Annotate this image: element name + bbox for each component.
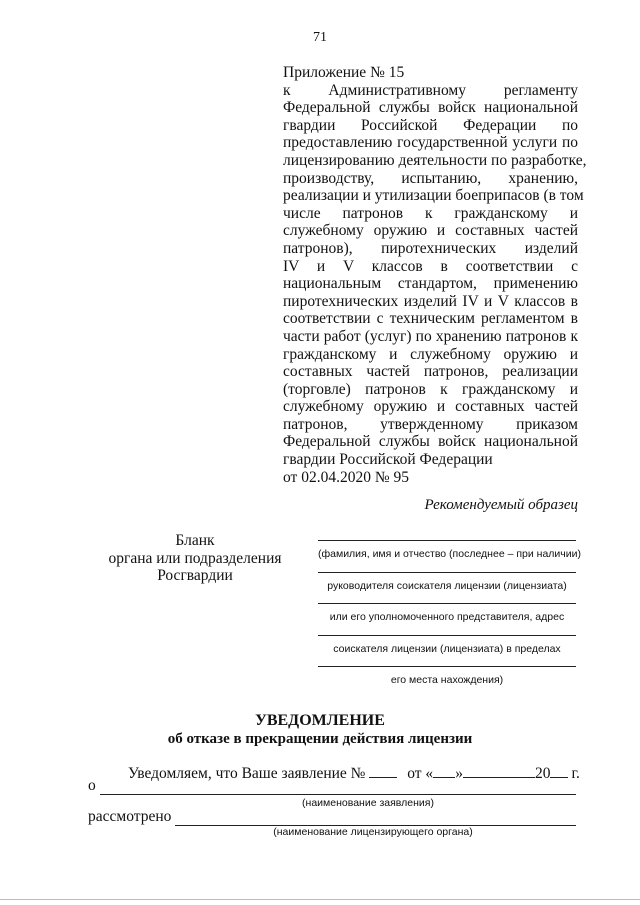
application-name-field[interactable] — [100, 782, 576, 795]
field-caption: (фамилия, имя и отчество (последнее – при наличии) — [318, 548, 581, 560]
field-caption: его места нахождения) — [390, 674, 504, 686]
statement-from: от « — [407, 765, 434, 782]
appendix-line: производству, испытанию, хранению, — [283, 169, 578, 187]
appendix-line: Федеральной службы войск национальной — [283, 433, 578, 451]
appendix-block — [283, 64, 587, 486]
recipient-field[interactable] — [318, 572, 576, 604]
recipient-fields — [318, 540, 581, 698]
page-edge — [0, 899, 640, 900]
letterhead-line: Росгвардии — [157, 567, 233, 584]
field-caption: руководителя соискателя лицензии (лицензиата) — [327, 579, 567, 592]
statement-close-quote: » — [455, 765, 463, 782]
letterhead-placeholder — [100, 532, 290, 585]
page-number: 71 — [313, 30, 327, 45]
letterhead-line: Бланк — [175, 532, 215, 549]
about-row — [88, 777, 576, 795]
reviewed-row — [88, 808, 576, 826]
appendix-line: (торговле) патронов к гражданскому и — [283, 380, 578, 398]
about-caption: (наименование заявления) — [302, 797, 434, 809]
field-caption: или его уполномоченного представителя, адрес — [329, 611, 565, 623]
about-label: о — [88, 777, 96, 794]
reviewed-caption: (наименование лицензирующего органа) — [273, 826, 473, 838]
recommended-sample-label: Рекомендуемый образец — [424, 497, 578, 513]
fill-line — [318, 572, 576, 573]
appendix-line: от 02.04.2020 № 95 — [283, 468, 409, 486]
recipient-field[interactable] — [318, 666, 576, 698]
reviewed-label: рассмотрено — [88, 808, 172, 825]
appendix-line: предоставлению государственной услуги по — [283, 134, 578, 152]
appendix-line: Федеральной службы войск национальной — [283, 99, 578, 117]
appendix-line: IV и V классов в соответствии с — [283, 257, 578, 275]
recipient-field[interactable] — [318, 540, 581, 572]
document-subtitle: об отказе в прекращении действия лицензии — [167, 731, 473, 747]
appendix-line: части работ (услуг) по хранению патронов к — [283, 327, 578, 345]
fill-line — [318, 603, 576, 604]
appendix-line: к Административному регламенту — [283, 81, 578, 99]
document-title: УВЕДОМЛЕНИЕ — [255, 712, 385, 729]
appendix-line: гвардии Российской Федерации — [283, 451, 493, 469]
statement-prefix: Уведомляем, что Ваше заявление № — [128, 765, 366, 782]
recipient-field[interactable] — [318, 603, 576, 635]
fill-line — [318, 666, 576, 667]
licensing-authority-field[interactable] — [175, 813, 576, 826]
appendix-line: составных частей патронов, реализации — [283, 363, 578, 381]
appendix-line: Приложение № 15 — [283, 64, 405, 81]
fill-line — [318, 540, 576, 541]
letterhead-line: органа или подразделения — [108, 549, 282, 567]
appendix-line: реализации и утилизации боеприпасов (в том — [283, 187, 584, 205]
appendix-line: соответствии с техническим регламентом в — [283, 310, 578, 328]
fill-line — [318, 635, 576, 636]
appendix-line: пиротехнических изделий IV и V классов в — [283, 292, 578, 310]
appendix-line: числе патронов к гражданскому и — [283, 204, 578, 222]
statement-year: 20 — [534, 765, 551, 782]
field-caption: соискателя лицензии (лицензиата) в пределах — [333, 642, 561, 655]
appendix-line: служебному оружию и составных частей — [283, 398, 578, 416]
statement-year-suffix: г. — [571, 765, 580, 782]
appendix-line: служебному оружию и составных частей — [283, 222, 578, 240]
appendix-line: патронов), пиротехнических изделий — [283, 239, 578, 257]
appendix-line: гражданскому и служебному оружию и — [283, 345, 578, 363]
recipient-field[interactable] — [318, 635, 576, 667]
appendix-line: национальным стандартом, применению — [283, 275, 578, 293]
application-number-field[interactable] — [369, 763, 397, 778]
appendix-line: лицензированию деятельности по разработке, — [283, 151, 587, 169]
month-field[interactable] — [463, 763, 535, 778]
day-field[interactable] — [433, 763, 455, 778]
appendix-line: патронов, утвержденному приказом — [283, 415, 578, 433]
appendix-line: гвардии Российской Федерации по — [283, 116, 578, 134]
year-field[interactable] — [550, 763, 568, 778]
